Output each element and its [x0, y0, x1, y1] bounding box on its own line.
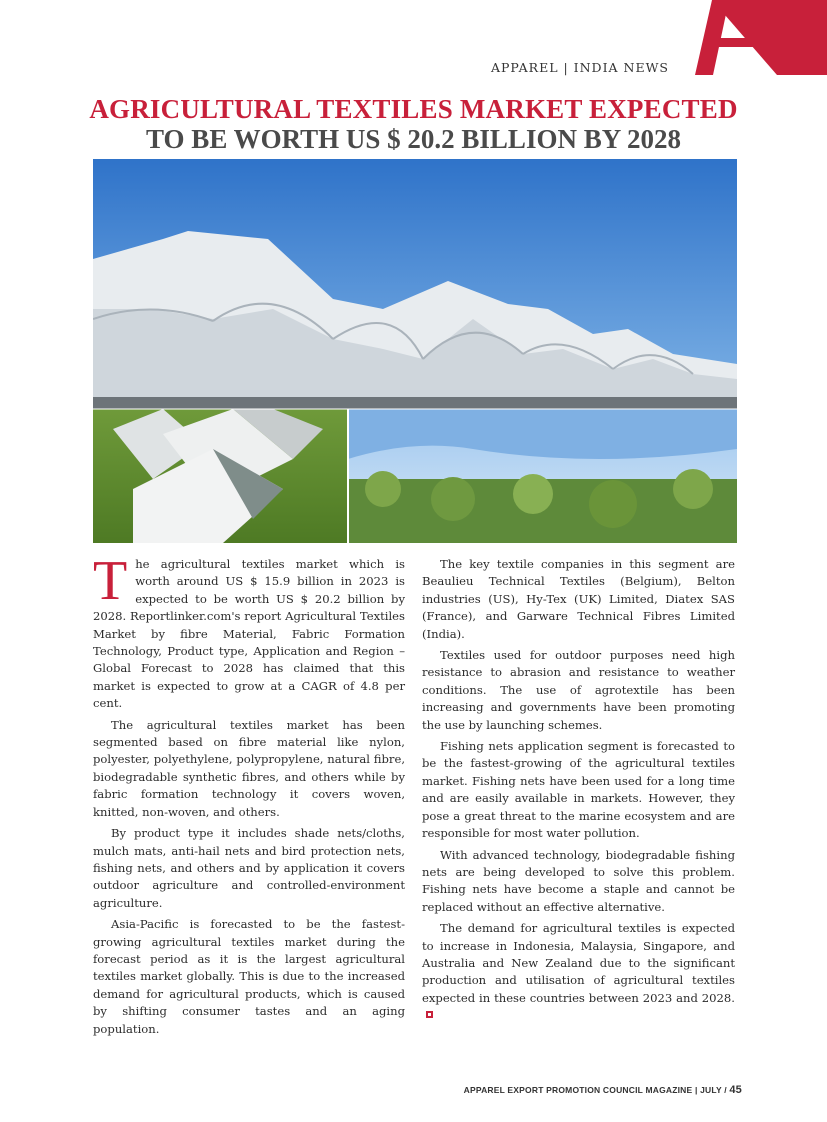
article-title [0, 94, 827, 154]
article-paragraph: With advanced technology, biodegradable fishing nets are being developed to solve this problem. Fishing nets have become a staple and cannot be replaced without an effective alternative. [422, 847, 735, 914]
article-paragraph: The key textile companies in this segment are Beaulieu Technical Textiles (Belgium), Belton industries (US), Hy-Tex (UK) Limited, Diatex SAS (France), and Garware Technical Fibres Limited (India). [422, 557, 735, 641]
article-paragraph: The agricultural textiles market which is worth around US $ 15.9 billion in 2023 is expected to be worth US $ 20.2 billion by 2028. Reportlinker.com's report Agricultural Textiles Market by fibre Material, Fabric Formation Technology, Product type, Application and Region – Global Forecast to 2028 has claimed that this market is expected to grow at a CAGR of 4.8 per cent. [93, 550, 405, 711]
article-paragraph: The demand for agricultural textiles is expected to increase in Indonesia, Malaysia, Singapore, and Australia and New Zealand due to the significant production and utilisation of agricultural textiles expected in these countries between 2023 and 2028. [422, 920, 735, 1024]
page-footer [464, 1084, 742, 1096]
article-paragraph: Asia-Pacific is forecasted to be the fastest-growing agricultural textiles market during the forecast period as it is the largest agricultural textiles market globally. This is due to the increased demand for agricultural products, which is caused by shifting consumer tastes and an aging population. [93, 917, 405, 1036]
article-right-column [422, 556, 735, 1029]
page-number: 45 [729, 1084, 742, 1096]
article-title-line2: TO BE WORTH US $ 20.2 BILLION BY 2028 [146, 124, 681, 154]
article-title-line1: AGRICULTURAL TEXTILES MARKET EXPECTED [89, 94, 738, 124]
article-paragraph: Fishing nets application segment is forecasted to be the fastest-growing of the agricultural textiles market. Fishing nets have been used for a long time and are easily available in markets. However, they pose a great threat to the marine ecosystem and are responsible for most water pollution. [422, 739, 735, 841]
article-paragraph: By product type it includes shade nets/cloths, mulch mats, anti-hail nets and bird protection nets, fishing nets, and others and by application it covers outdoor agriculture and controlled-environment agriculture. [93, 826, 405, 910]
section-label: APPAREL | INDIA NEWS [490, 60, 669, 75]
article-paragraph: The agricultural textiles market has been segmented based on fibre material like nylon, polyester, polyethylene, polypropylene, natural fibre, biodegradable synthetic fibres, and others while by fabric formation technology it covers woven, knitted, non-woven, and others. [93, 717, 405, 819]
end-of-article-icon [426, 1011, 433, 1018]
article-left-column [93, 550, 405, 1042]
drop-cap: T [93, 550, 128, 612]
footer-publication: APPAREL EXPORT PROMOTION COUNCIL MAGAZINE | JULY / [463, 1085, 730, 1095]
magazine-logo [677, 0, 827, 75]
hero-image [93, 159, 737, 543]
article-paragraph: Textiles used for outdoor purposes need high resistance to abrasion and resistance to weather conditions. The use of agrotextile has been increasing and governments have been promoting the use by launching schemes. [422, 648, 735, 732]
